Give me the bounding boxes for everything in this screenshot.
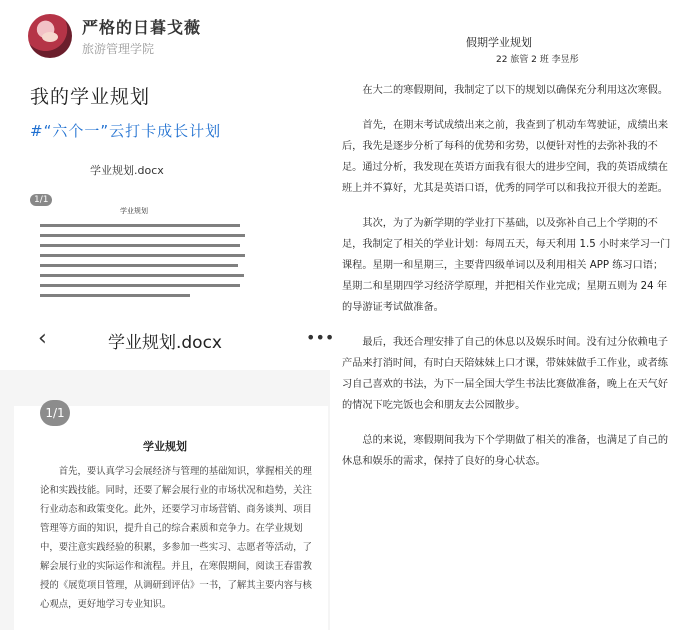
thumbnail-text-line	[40, 244, 240, 247]
social-post-panel	[0, 0, 335, 630]
viewer-title: 学业规划.docx	[107, 333, 222, 353]
right-doc-body	[342, 80, 672, 486]
scanned-document-panel	[336, 0, 678, 630]
right-doc-subtitle: 22 旅管 2 班 李昱彤	[496, 55, 579, 65]
more-options-icon[interactable]: •••	[306, 328, 335, 347]
attachment-thumbnail[interactable]	[30, 192, 260, 312]
thumbnail-heading: 学业规划	[120, 207, 148, 215]
profile-school: 旅游管理学院	[82, 42, 155, 56]
paragraph: 最后，我还合理安排了自己的休息以及娱乐时间。没有过分依赖电子产品来打消时间，有时白天陪妹妹上口才课，带妹妹做手工作业，或者练习自己喜欢的书法，为下一届全国大学生书法比赛做准备，晚上在天气好的情况下吃完饭也会和朋友去公园散步。	[342, 337, 669, 411]
back-icon[interactable]: ‹	[38, 326, 47, 351]
paragraph: 其次，为了为新学期的学业打下基础，以及弥补自己上个学期的不足，我制定了相关的学业计划：每周五天，每天利用 1.5 小时来学习一门课程。星期一和星期三，主要背四级单词以及利用相关 APP 练习口语；星期二和星期四学习经济学原理，并把相关作业完成；星期五则为 24 年的导游证考试做准备。	[342, 218, 671, 313]
thumbnail-text-line	[40, 234, 245, 237]
right-doc-title: 假期学业规划	[466, 36, 532, 49]
profile-name[interactable]: 严格的日暮戈薇	[82, 18, 202, 37]
thumbnail-text-line	[40, 264, 238, 267]
profile-header[interactable]	[28, 14, 201, 58]
paragraph: 首先，在期末考试成绩出来之前，我查到了机动车驾驶证，成绩出来后，我先是逐步分析了每科的优势和劣势，以便针对性的去弥补我的不足。通过分析，我发现在英语方面我有很大的进步空间，我的英语成绩在班上并不算好，尤其是英语口语，优秀的同学可以和我拉开很大的差距。	[342, 120, 669, 194]
thumbnail-text-line	[40, 224, 240, 227]
document-viewer-toolbar	[0, 322, 335, 358]
post-title: 我的学业规划	[30, 86, 151, 108]
paragraph: 总的来说，寒假期间我为下个学期做了相关的准备，也满足了自己的休息和娱乐的需求，保持了良好的身心状态。	[342, 435, 669, 467]
post-hashtag[interactable]: #“六个一”云打卡成长计划	[30, 122, 222, 140]
thumbnail-text-line	[40, 274, 244, 277]
thumbnail-text-line	[40, 254, 245, 257]
document-body: 首先，要认真学习会展经济与管理的基础知识，掌握相关的理论和实践技能。同时，还要了解会展行业的市场状况和趋势，关注行业动态和政策变化。此外，还要学习市场营销、商务谈判、项目管理等方面的知识，提升自己的综合素质和竞争力。在学业规划中，要注意实践经验的积累，多参加一些实习、志愿者等活动，了解会展行业的实际运作和流程。并且，在寒假期间，阅读王春雷教授的《展览项目管理，从调研到评估》一书，了解其主要内容与核心观点，更好地学习专业知识。	[40, 466, 312, 610]
paragraph: 在大二的寒假期间，我制定了以下的规划以确保充分利用这次寒假。	[362, 85, 669, 96]
file-attachment-card[interactable]	[30, 152, 260, 312]
document-title: 学业规划	[143, 440, 187, 453]
avatar[interactable]	[28, 14, 72, 58]
attachment-filename: 学业规划.docx	[90, 164, 164, 177]
thumbnail-text-line	[40, 294, 190, 297]
thumbnail-text-line	[40, 284, 240, 287]
thumbnail-page-indicator: 1/1	[30, 194, 52, 206]
page-indicator: 1/1	[40, 400, 70, 426]
